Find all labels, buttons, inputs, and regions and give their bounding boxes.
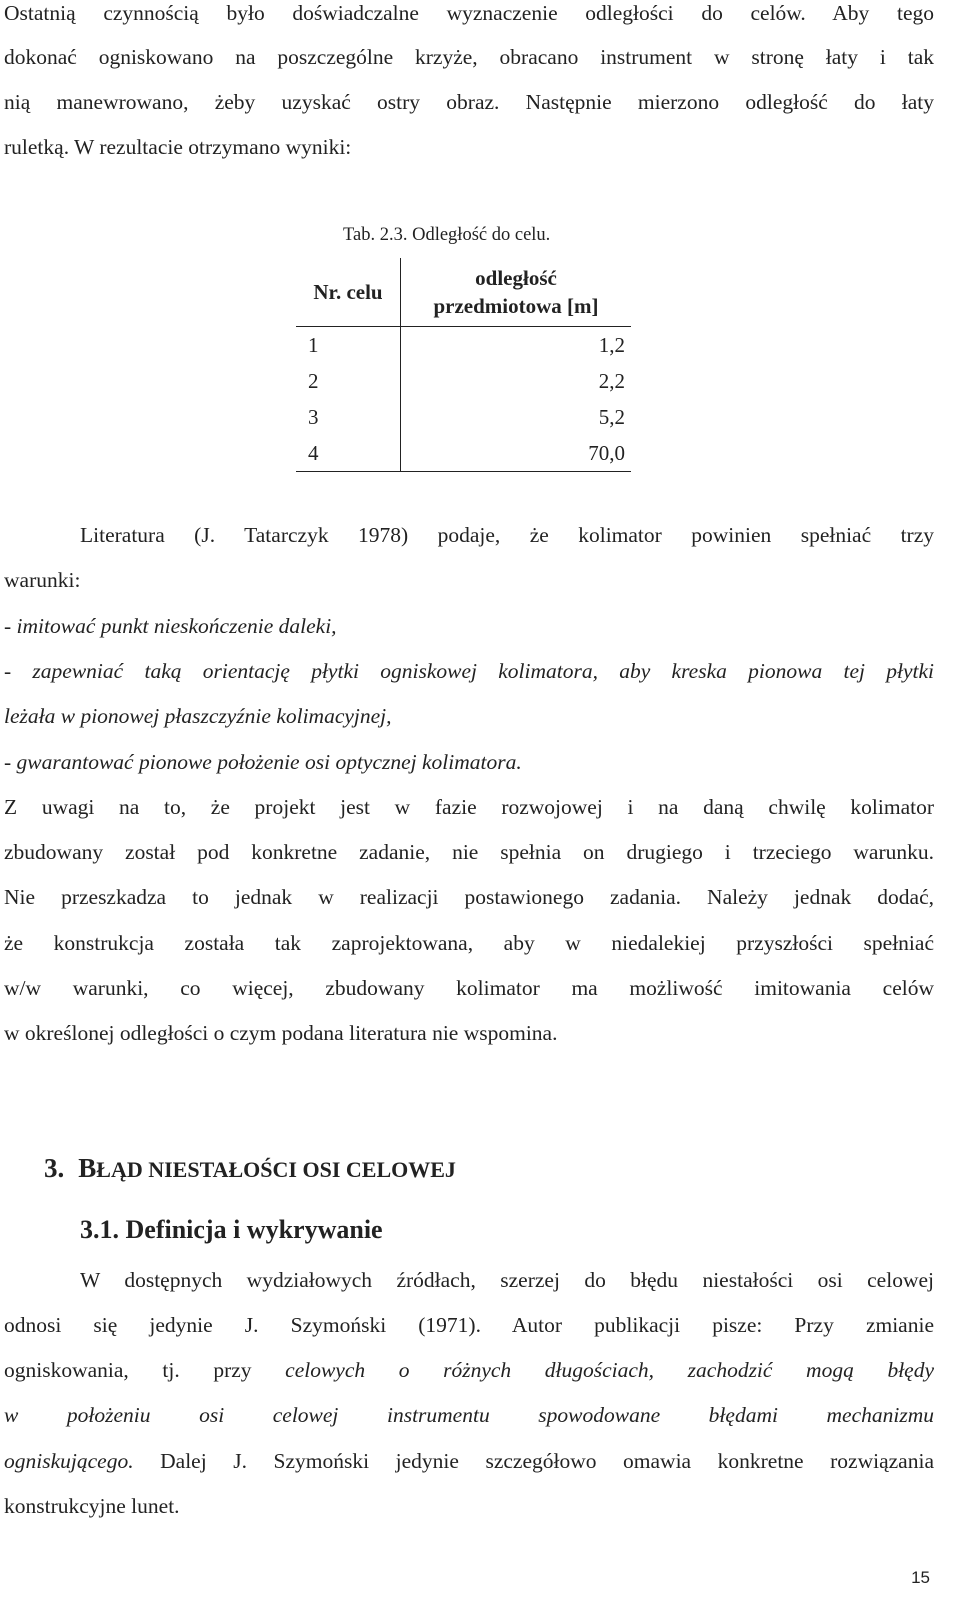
table-row — [296, 435, 631, 472]
cell-distance: 1,2 — [598, 333, 625, 357]
cell-nr: 4 — [296, 435, 401, 472]
intro-line-3: nią manewrowano, żeby uzyskać ostry obraz. Następnie mierzono odległość do łaty — [4, 90, 934, 114]
cell-distance: 70,0 — [401, 435, 632, 472]
cell-distance: 5,2 — [598, 405, 625, 429]
condition-1: - imitować punkt nieskończenie daleki, — [4, 614, 337, 638]
body-line-5-b: Dalej J. Szymoński jedynie szczegółowo omawia konkretne rozwiązania — [133, 1449, 934, 1473]
distance-table — [296, 258, 631, 472]
header-odleglosc — [401, 258, 632, 327]
cell-nr: 3 — [296, 399, 401, 435]
section-title-rest: ŁĄD NIESTAŁOŚCI OSI CELOWEJ — [96, 1157, 456, 1182]
condition-2: - zapewniać taką orientację płytki ogniskowej kolimatora, aby kreska pionowa tej płytki — [4, 659, 934, 683]
literatura-line-2: warunki: — [4, 568, 81, 592]
body-line-4: w położeniu osi celowej instrumentu spowodowane błędami mechanizmu — [4, 1403, 934, 1427]
header-nr-celu: Nr. celu — [296, 258, 401, 327]
uwagi-line-1: Z uwagi na to, że projekt jest w fazie rozwojowej i na daną chwilę kolimator — [4, 795, 934, 819]
table-header-row — [296, 258, 631, 327]
cell-nr: 1 — [296, 327, 401, 364]
uwagi-line-5: w/w warunki, co więcej, zbudowany kolimator ma możliwość imitowania celów — [4, 976, 934, 1000]
body-line-3 — [4, 1347, 934, 1393]
page-number: 15 — [911, 1568, 930, 1587]
body-line-3-a: ogniskowania, tj. przy — [4, 1358, 286, 1382]
intro-line-1: Ostatnią czynnością było doświadczalne wyznaczenie odległości do celów. Aby tego — [4, 1, 934, 25]
uwagi-line-6: w określonej odległości o czym podana literatura nie wspomina. — [4, 1021, 558, 1045]
section-heading — [44, 1148, 456, 1190]
body-line-2: odnosi się jedynie J. Szymoński (1971). Autor publikacji pisze: Przy zmianie — [4, 1313, 934, 1337]
table-caption: Tab. 2.3. Odległość do celu. — [343, 225, 551, 245]
body-line-6: konstrukcyjne lunet. — [4, 1494, 180, 1518]
literatura-line-1: Literatura (J. Tatarczyk 1978) podaje, że kolimator powinien spełniać trzy — [80, 523, 934, 547]
intro-line-2: dokonać ogniskowano na poszczególne krzyże, obracano instrument w stronę łaty i tak — [4, 45, 934, 69]
table-row — [296, 399, 631, 435]
section-number: 3. — [44, 1153, 65, 1183]
uwagi-line-3: Nie przeszkadza to jednak w realizacji postawionego zadania. Należy jednak dodać, — [4, 885, 934, 909]
header-odleglosc-line2: przedmiotowa [m] — [433, 294, 599, 318]
subsection-heading: 3.1. Definicja i wykrywanie — [80, 1215, 383, 1244]
table-row — [296, 327, 631, 364]
intro-line-4: ruletką. W rezultacie otrzymano wyniki: — [4, 135, 352, 159]
cell-distance: 2,2 — [598, 369, 625, 393]
uwagi-line-2: zbudowany został pod konkretne zadanie, nie spełnia on drugiego i trzeciego warunku. — [4, 840, 934, 864]
body-line-5-a: ogniskującego. — [4, 1449, 134, 1473]
body-line-1: W dostępnych wydziałowych źródłach, szerzej do błędu niestałości osi celowej — [80, 1268, 934, 1292]
section-title-first: B — [78, 1153, 97, 1183]
table-row — [296, 363, 631, 399]
cell-nr: 2 — [296, 363, 401, 399]
body-line-5 — [4, 1438, 934, 1484]
condition-2-cont: leżała w pionowej płaszczyźnie kolimacyjnej, — [4, 704, 392, 728]
condition-3: - gwarantować pionowe położenie osi optycznej kolimatora. — [4, 750, 522, 774]
header-odleglosc-line1: odległość — [475, 266, 557, 290]
uwagi-line-4: że konstrukcja została tak zaprojektowana, aby w niedalekiej przyszłości spełniać — [4, 931, 934, 955]
body-line-3-b: celowych o różnych długościach, zachodzić mogą błędy — [285, 1358, 934, 1382]
